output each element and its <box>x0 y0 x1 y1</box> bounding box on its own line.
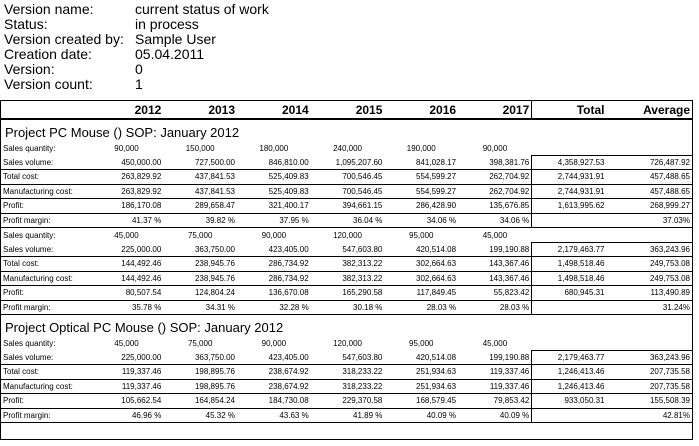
margin-cell: 30.18 % <box>311 300 385 315</box>
quantity-cell: 120,000 <box>333 230 362 240</box>
quantity-cell: 45,000 <box>482 230 508 240</box>
header-row <box>1 101 692 119</box>
quantity-cell: 90,000 <box>261 338 287 348</box>
value-cell: 700,546.45 <box>311 170 385 185</box>
value-cell: 382,313.22 <box>311 271 385 286</box>
total-cell: 1,613,995.62 <box>532 199 607 214</box>
value-cell: 363,750.00 <box>163 242 237 257</box>
data-row <box>1 199 692 214</box>
row-label: Sales quantity: <box>3 338 56 348</box>
average-cell: 268,999.27 <box>607 199 692 214</box>
row-label: Sales volume: <box>1 350 90 365</box>
margin-cell: 41.89 % <box>311 408 385 423</box>
info-label: Version: <box>4 61 55 77</box>
value-cell: 547,603.80 <box>311 242 385 257</box>
info-value: 1 <box>135 76 143 92</box>
quantity-cell: 45,000 <box>482 338 508 348</box>
margin-cell: 34.06 % <box>458 213 532 228</box>
margin-cell: 41.37 % <box>90 213 164 228</box>
total-cell: 2,179,463.77 <box>532 350 607 365</box>
margin-cell: 28.03 % <box>458 300 532 315</box>
row-label: Sales volume: <box>1 155 90 170</box>
value-cell: 198,895.76 <box>163 365 237 380</box>
sales-quantity-row <box>1 141 692 155</box>
empty-cell <box>532 300 607 315</box>
value-cell: 262,704.92 <box>458 184 532 199</box>
project-title-row <box>1 119 692 141</box>
row-label: Manufacturing cost: <box>1 184 90 199</box>
total-header: Total <box>532 101 607 119</box>
data-row <box>1 170 692 185</box>
year-header: 2014 <box>237 101 311 119</box>
year-header: 2016 <box>384 101 458 119</box>
info-label: Version count: <box>4 76 93 92</box>
total-cell: 1,246,413.46 <box>532 365 607 380</box>
value-cell: 229,370.58 <box>311 394 385 409</box>
value-cell: 286,734.92 <box>237 271 311 286</box>
margin-cell: 28.03 % <box>384 300 458 315</box>
value-cell: 841,028.17 <box>384 155 458 170</box>
margin-cell: 37.95 % <box>237 213 311 228</box>
year-header: 2012 <box>90 101 164 119</box>
total-cell: 2,179,463.77 <box>532 242 607 257</box>
value-cell: 136,670.08 <box>237 286 311 301</box>
average-cell: 249,753.08 <box>607 271 692 286</box>
info-row-creation-date <box>4 47 269 62</box>
value-cell: 124,804.24 <box>163 286 237 301</box>
data-row <box>1 242 692 257</box>
value-cell: 168,579.45 <box>384 394 458 409</box>
average-cell: 207,735.58 <box>607 365 692 380</box>
row-label: Sales quantity: <box>3 230 56 240</box>
info-row-version <box>4 62 269 77</box>
value-cell: 165,290.58 <box>311 286 385 301</box>
info-value: 05.04.2011 <box>135 46 205 62</box>
average-cell: 155,508.39 <box>607 394 692 409</box>
value-cell: 318,233.22 <box>311 365 385 380</box>
value-cell: 846,810.00 <box>237 155 311 170</box>
data-row <box>1 271 692 286</box>
value-cell: 199,190.88 <box>458 350 532 365</box>
total-cell: 1,498,518.46 <box>532 257 607 272</box>
margin-cell: 43.63 % <box>237 408 311 423</box>
row-label: Total cost: <box>1 257 90 272</box>
quantity-cell: 180,000 <box>259 143 289 153</box>
total-cell: 933,050.31 <box>532 394 607 409</box>
margin-average-cell: 42.81% <box>607 408 692 423</box>
value-cell: 143,367.46 <box>458 257 532 272</box>
value-cell: 251,934.63 <box>384 365 458 380</box>
value-cell: 727,500.00 <box>163 155 237 170</box>
value-cell: 420,514.08 <box>384 242 458 257</box>
value-cell: 420,514.08 <box>384 350 458 365</box>
value-cell: 302,664.63 <box>384 257 458 272</box>
quantity-cell: 120,000 <box>333 338 362 348</box>
quantity-cell: 95,000 <box>409 338 434 348</box>
quantity-cell: 95,000 <box>409 230 434 240</box>
empty-cell <box>607 141 692 155</box>
profit-margin-row <box>1 300 692 315</box>
value-cell: 382,313.22 <box>311 257 385 272</box>
value-cell: 105,662.54 <box>90 394 164 409</box>
value-cell: 119,337.46 <box>458 365 532 380</box>
value-cell: 238,674.92 <box>237 365 311 380</box>
value-cell: 198,895.76 <box>163 379 237 394</box>
value-cell: 144,492.46 <box>90 271 164 286</box>
empty-cell <box>532 408 607 423</box>
value-cell: 423,405.00 <box>237 350 311 365</box>
data-row <box>1 257 692 272</box>
info-label: Status: <box>4 16 48 32</box>
value-cell: 144,492.46 <box>90 257 164 272</box>
value-cell: 119,337.46 <box>458 379 532 394</box>
profit-margin-row <box>1 408 692 423</box>
value-cell: 450,000.00 <box>90 155 164 170</box>
value-cell: 525,409.83 <box>237 184 311 199</box>
total-cell: 4,358,927.53 <box>532 155 607 170</box>
header-blank <box>1 101 90 119</box>
value-cell: 554,599.27 <box>384 184 458 199</box>
empty-cell <box>607 228 692 243</box>
total-cell: 680,945.31 <box>532 286 607 301</box>
average-cell: 457,488.65 <box>607 184 692 199</box>
row-label: Profit: <box>1 199 90 214</box>
margin-cell: 39.82 % <box>163 213 237 228</box>
quantity-cell: 150,000 <box>185 143 215 153</box>
quantity-cell: 45,000 <box>114 230 139 240</box>
value-cell: 321,400.17 <box>237 199 311 214</box>
data-row <box>1 379 692 394</box>
value-cell: 363,750.00 <box>163 350 237 365</box>
report-table-container <box>0 100 693 440</box>
empty-cell <box>607 336 692 350</box>
quantity-cell: 90,000 <box>114 143 139 153</box>
value-cell: 437,841.53 <box>163 184 237 199</box>
info-value: current status of work <box>135 1 269 17</box>
total-cell: 2,744,931.91 <box>532 184 607 199</box>
info-value: in process <box>135 16 199 32</box>
value-cell: 55,823.42 <box>458 286 532 301</box>
project-title: Project Optical PC Mouse () SOP: January 2012 <box>5 319 284 335</box>
value-cell: 554,599.27 <box>384 170 458 185</box>
info-row-status <box>4 17 269 32</box>
data-row <box>1 184 692 199</box>
value-cell: 302,664.63 <box>384 271 458 286</box>
value-cell: 238,674.92 <box>237 379 311 394</box>
average-cell: 207,735.58 <box>607 379 692 394</box>
value-cell: 80,507.54 <box>90 286 164 301</box>
version-info <box>4 2 269 92</box>
row-label: Manufacturing cost: <box>1 271 90 286</box>
project-title: Project PC Mouse () SOP: January 2012 <box>5 124 240 140</box>
sales-quantity-row <box>1 228 692 243</box>
year-header: 2017 <box>458 101 532 119</box>
sales-quantity-row <box>1 336 692 350</box>
value-cell: 79,853.42 <box>458 394 532 409</box>
value-cell: 263,829.92 <box>90 170 164 185</box>
quantity-cell: 190,000 <box>406 143 436 153</box>
value-cell: 1,095,207.60 <box>311 155 385 170</box>
data-row <box>1 286 692 301</box>
empty-cell <box>532 336 607 350</box>
quantity-cell: 45,000 <box>114 338 139 348</box>
info-row-created-by <box>4 32 269 47</box>
value-cell: 398,381.76 <box>458 155 532 170</box>
empty-cell <box>532 228 607 243</box>
value-cell: 184,730.08 <box>237 394 311 409</box>
row-label: Profit margin: <box>1 408 90 423</box>
info-label: Creation date: <box>4 46 92 62</box>
value-cell: 286,734.92 <box>237 257 311 272</box>
value-cell: 525,409.83 <box>237 170 311 185</box>
margin-cell: 32.28 % <box>237 300 311 315</box>
value-cell: 143,367.46 <box>458 271 532 286</box>
row-label: Sales volume: <box>1 242 90 257</box>
margin-average-cell: 31.24% <box>607 300 692 315</box>
value-cell: 164,854.24 <box>163 394 237 409</box>
info-row-version-count <box>4 77 269 92</box>
value-cell: 186,170.08 <box>90 199 164 214</box>
average-cell: 113,490.89 <box>607 286 692 301</box>
data-row <box>1 350 692 365</box>
value-cell: 700,546.45 <box>311 184 385 199</box>
margin-cell: 45.32 % <box>163 408 237 423</box>
quantity-cell: 75,000 <box>187 338 213 348</box>
report-table <box>1 101 692 423</box>
value-cell: 117,849.45 <box>384 286 458 301</box>
value-cell: 289,658.47 <box>163 199 237 214</box>
value-cell: 119,337.46 <box>90 379 164 394</box>
year-header: 2013 <box>163 101 237 119</box>
row-label: Profit margin: <box>1 300 90 315</box>
margin-cell: 35.78 % <box>90 300 164 315</box>
row-label: Manufacturing cost: <box>1 379 90 394</box>
average-cell: 363,243.96 <box>607 350 692 365</box>
value-cell: 199,190.88 <box>458 242 532 257</box>
info-label: Version created by: <box>4 31 124 47</box>
profit-margin-row <box>1 213 692 228</box>
average-cell: 363,243.96 <box>607 242 692 257</box>
row-label: Profit: <box>1 394 90 409</box>
margin-cell: 40.09 % <box>384 408 458 423</box>
value-cell: 286,428.90 <box>384 199 458 214</box>
value-cell: 423,405.00 <box>237 242 311 257</box>
margin-cell: 36.04 % <box>311 213 385 228</box>
total-cell: 1,246,413.46 <box>532 379 607 394</box>
total-cell: 2,744,931.91 <box>532 170 607 185</box>
total-cell: 1,498,518.46 <box>532 271 607 286</box>
quantity-cell: 90,000 <box>482 143 508 153</box>
data-row <box>1 394 692 409</box>
quantity-cell: 240,000 <box>333 143 362 153</box>
value-cell: 394,661.15 <box>311 199 385 214</box>
info-value: 0 <box>135 61 143 77</box>
row-label: Profit margin: <box>1 213 90 228</box>
value-cell: 238,945.76 <box>163 257 237 272</box>
quantity-cell: 75,000 <box>187 230 213 240</box>
value-cell: 225,000.00 <box>90 242 164 257</box>
value-cell: 263,829.92 <box>90 184 164 199</box>
value-cell: 547,603.80 <box>311 350 385 365</box>
average-header: Average <box>607 101 692 119</box>
value-cell: 238,945.76 <box>163 271 237 286</box>
row-label: Sales quantity: <box>3 143 56 153</box>
value-cell: 225,000.00 <box>90 350 164 365</box>
project-title-row <box>1 315 692 337</box>
average-cell: 726,487.92 <box>607 155 692 170</box>
margin-cell: 40.09 % <box>458 408 532 423</box>
data-row <box>1 365 692 380</box>
info-value: Sample User <box>135 31 216 47</box>
margin-cell: 46.96 % <box>90 408 164 423</box>
margin-cell: 34.06 % <box>384 213 458 228</box>
year-header: 2015 <box>311 101 385 119</box>
row-label: Total cost: <box>1 365 90 380</box>
value-cell: 262,704.92 <box>458 170 532 185</box>
quantity-cell: 90,000 <box>261 230 287 240</box>
empty-cell <box>532 213 607 228</box>
value-cell: 318,233.22 <box>311 379 385 394</box>
value-cell: 251,934.63 <box>384 379 458 394</box>
value-cell: 119,337.46 <box>90 365 164 380</box>
data-row <box>1 155 692 170</box>
margin-average-cell: 37.03% <box>607 213 692 228</box>
value-cell: 437,841.53 <box>163 170 237 185</box>
average-cell: 249,753.08 <box>607 257 692 272</box>
average-cell: 457,488.65 <box>607 170 692 185</box>
info-row-version-name <box>4 2 269 17</box>
value-cell: 135,676.85 <box>458 199 532 214</box>
margin-cell: 34.31 % <box>163 300 237 315</box>
info-label: Version name: <box>4 1 94 17</box>
row-label: Total cost: <box>1 170 90 185</box>
empty-cell <box>532 141 607 155</box>
row-label: Profit: <box>1 286 90 301</box>
